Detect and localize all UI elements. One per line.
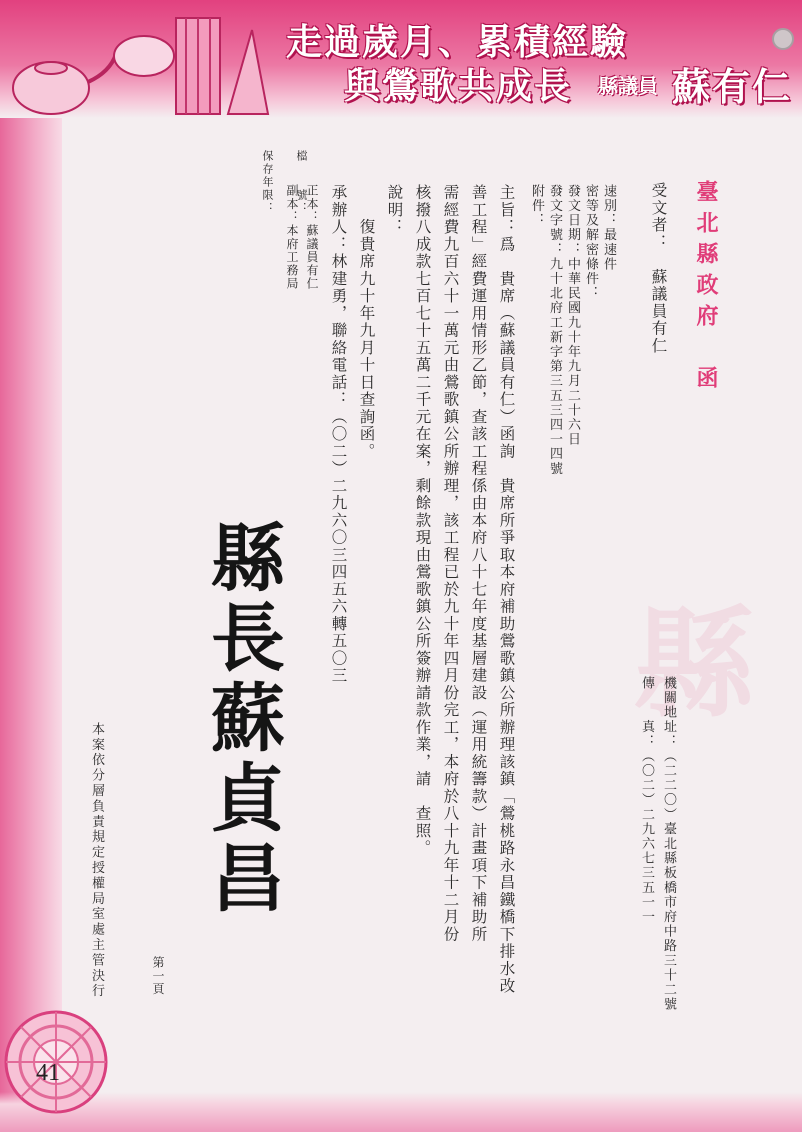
- retention-period-label: 保存年限：: [261, 150, 274, 215]
- subject-line-1: 主旨：爲 貴席（蘇議員有仁）函詢 貴席所爭取本府補助鶯歌鎮公所辦理該鎮「鶯桃路永昌鐵橋下排水改: [497, 184, 516, 995]
- recipient-line: 受文者： 蘇議員有仁: [649, 182, 668, 355]
- slogan-line-1: 走過歲月、累積經驗: [286, 21, 629, 63]
- delegation-note: 本案依分層負責規定授權局室處主管決行: [89, 722, 104, 1000]
- file-number-label: 檔 號：: [295, 150, 308, 215]
- explanation-text: 復貴席九十年九月十日查詢函。: [357, 184, 376, 460]
- explanation-heading: 說明：: [385, 184, 404, 236]
- faint-background-watermark: 縣: [614, 600, 755, 720]
- slogan-line-2: 與鶯歌共成長: [344, 65, 573, 107]
- handler-contact: 承辦人：林建勇，聯絡電話：（〇二）二九六〇三四五六轉五〇三: [329, 184, 348, 685]
- teapot-illustration: [6, 10, 276, 130]
- councillor-title: 縣議員: [598, 74, 658, 98]
- subject-line-4: 核撥八成款七百七十五萬二千元在案，剩餘款現由鶯歌鎮公所簽辦請款作業，請 查照。: [413, 184, 432, 857]
- page-number: 41: [36, 1060, 60, 1086]
- bottom-pink-border: [0, 1092, 802, 1132]
- secrecy-level: 密等及解密條件：: [583, 184, 598, 301]
- page-label: 第一頁: [151, 956, 165, 996]
- issuing-organization: 臺北縣政府 函: [693, 180, 719, 397]
- speed-category: 速別：最速件: [601, 184, 616, 272]
- original-recipient: 正本：蘇議員有仁: [305, 184, 319, 291]
- copy-recipient: 副本：本府工務局: [285, 184, 299, 291]
- subject-line-2: 善工程」經費運用情形乙節，查該工程係由本府八十七年度基層建設（運用統籌款）計畫項下補助所: [469, 184, 488, 943]
- issue-date: 發文日期：中華民國九十年九月二十六日: [565, 184, 580, 447]
- issue-number: 發文字號：九十北府工新字第三五三四一四號: [547, 184, 562, 476]
- magistrate-signature: 縣長蘇貞昌: [211, 516, 285, 922]
- binder-hole: [772, 28, 794, 50]
- subject-line-3: 需經費九百六十一萬元由鶯歌鎮公所辦理，該工程已於九十年四月份完工，本府於八十九年十二月份: [441, 184, 460, 943]
- councillor-name: 蘇有仁: [672, 64, 793, 109]
- agency-fax: 傳 真：（〇二）二九六七三五一一: [639, 676, 654, 925]
- left-pink-border: [0, 100, 62, 1132]
- attachment-line: 附件：: [529, 184, 544, 228]
- agency-address: 機關地址：（二二〇）臺北縣板橋市府中路三十二號: [661, 676, 676, 1012]
